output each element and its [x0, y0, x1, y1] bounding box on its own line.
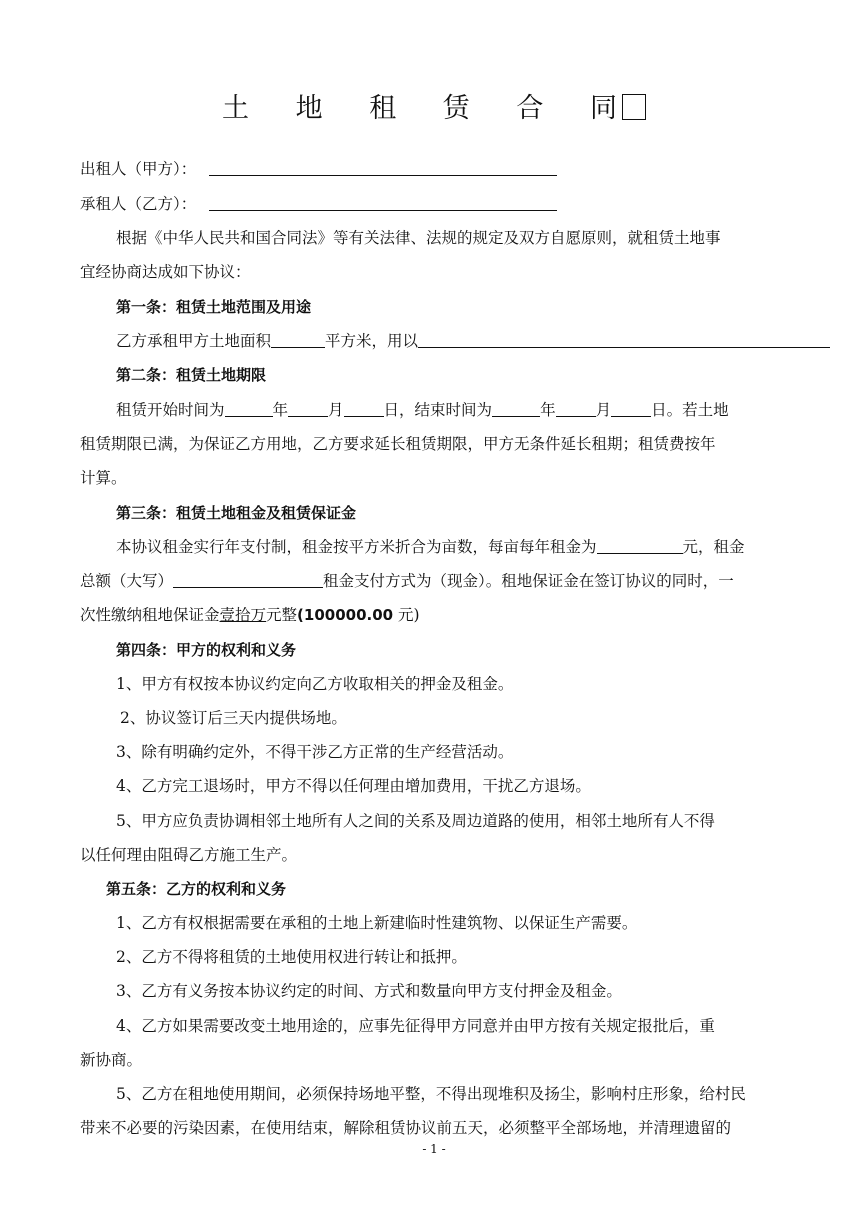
deposit-amount-number: (100000.00 — [297, 606, 394, 624]
deposit-suffix: 元整 — [266, 606, 298, 624]
article-4-item-4: 4、乙方完工退场时，甲方不得以任何理由增加费用，干扰乙方退场。 — [116, 777, 591, 795]
title-text: 土 地 租 赁 合 同 — [222, 93, 636, 124]
total-blank — [173, 572, 323, 588]
article-4-item-1: 1、甲方有权按本协议约定向乙方收取相关的押金及租金。 — [116, 675, 514, 693]
article-1-heading: 第一条：租赁土地范围及用途 — [116, 298, 312, 316]
article-4-item-2: 2、协议签订后三天内提供场地。 — [120, 709, 347, 727]
article-2-heading: 第二条：租赁土地期限 — [116, 366, 267, 384]
deposit-unit: 元) — [393, 606, 420, 624]
lessee-blank — [209, 195, 557, 211]
article-4-heading: 第四条：甲方的权利和义务 — [116, 641, 297, 659]
article-2-tail: 日。若土地 — [651, 401, 729, 419]
lessor-line — [80, 159, 798, 179]
article-2-line-1 — [116, 400, 798, 420]
article-5-item-4-line-1: 4、乙方如果需要改变土地用途的，应事先征得甲方同意并由甲方按有关规定报批后，重 — [116, 1017, 715, 1035]
area-blank — [271, 332, 325, 348]
intro-line-2: 宜经协商达成如下协议： — [80, 263, 251, 281]
article-4-item-5-line-1: 5、甲方应负责协调相邻土地所有人之间的关系及周边道路的使用，相邻土地所有人不得 — [116, 812, 715, 830]
total-label: 总额（大写） — [80, 572, 174, 590]
page-title — [0, 86, 868, 125]
month-label: 月 — [328, 401, 344, 419]
article-5-item-5-line-2: 带来不必要的污染因素，在使用结束，解除租赁协议前五天，必须整平全部场地，并清理遗留的 — [80, 1119, 732, 1137]
page-number: - 1 - — [422, 1142, 446, 1156]
article-5-item-2: 2、乙方不得将租赁的土地使用权进行转让和抵押。 — [116, 948, 467, 966]
article-1-text-b: 平方米，用以 — [325, 332, 419, 350]
missing-glyph-box — [622, 94, 646, 120]
lessor-blank — [209, 160, 557, 176]
lessee-line — [80, 194, 798, 214]
article-2-line-2: 租赁期限已满，为保证乙方用地，乙方要求延长租赁期限，甲方无条件延长租期；租赁费按年 — [80, 435, 716, 453]
lessee-label: 承租人（乙方）： — [80, 195, 197, 213]
end-label: 日，结束时间为 — [383, 401, 493, 419]
article-1-text-a: 乙方承租甲方土地面积 — [116, 332, 272, 350]
year-label-2: 年 — [540, 401, 556, 419]
article-5-heading: 第五条：乙方的权利和义务 — [106, 880, 287, 898]
article-5-item-5-line-1: 5、乙方在租地使用期间，必须保持场地平整，不得出现堆积及扬尘，影响村庄形象，给村民 — [116, 1085, 746, 1103]
article-3-heading: 第三条：租赁土地租金及租赁保证金 — [116, 504, 357, 522]
rent-unit: 元，租金 — [682, 538, 745, 556]
article-2-line-3: 计算。 — [80, 469, 127, 487]
article-1-text — [116, 331, 868, 351]
article-5-item-4-line-2: 新协商。 — [80, 1051, 143, 1069]
usage-blank — [418, 332, 830, 348]
rent-rate-label: 本协议租金实行年支付制，租金按平方米折合为亩数，每亩每年租金为 — [116, 538, 597, 556]
end-year-blank — [492, 401, 540, 417]
deposit-amount-chinese: 壹拾万 — [219, 606, 267, 624]
start-day-blank — [344, 401, 384, 417]
lessor-label: 出租人（甲方）： — [80, 160, 197, 178]
end-day-blank — [611, 401, 651, 417]
payment-method-text: 租金支付方式为（现金）。租地保证金在签订协议的同时，一 — [323, 572, 734, 590]
article-4-item-3: 3、除有明确约定外，不得干涉乙方正常的生产经营活动。 — [116, 743, 514, 761]
deposit-label: 次性缴纳租地保证金 — [80, 606, 220, 624]
article-5-item-1: 1、乙方有权根据需要在承租的土地上新建临时性建筑物、以保证生产需要。 — [116, 914, 638, 932]
intro-line-1: 根据《中华人民共和国合同法》等有关法律、法规的规定及双方自愿原则，就租赁土地事 — [116, 229, 721, 247]
article-3-line-2 — [80, 571, 798, 591]
article-3-line-1 — [116, 537, 798, 557]
start-label: 租赁开始时间为 — [116, 401, 225, 419]
article-4-item-5-line-2: 以任何理由阻碍乙方施工生产。 — [80, 846, 298, 864]
year-label: 年 — [272, 401, 289, 419]
end-month-blank — [556, 401, 596, 417]
article-3-line-3 — [80, 605, 798, 625]
article-5-item-3: 3、乙方有义务按本协议约定的时间、方式和数量向甲方支付押金及租金。 — [116, 982, 622, 1000]
month-label-2: 月 — [595, 401, 612, 419]
start-month-blank — [288, 401, 328, 417]
rent-rate-blank — [597, 538, 683, 554]
start-year-blank — [225, 401, 273, 417]
